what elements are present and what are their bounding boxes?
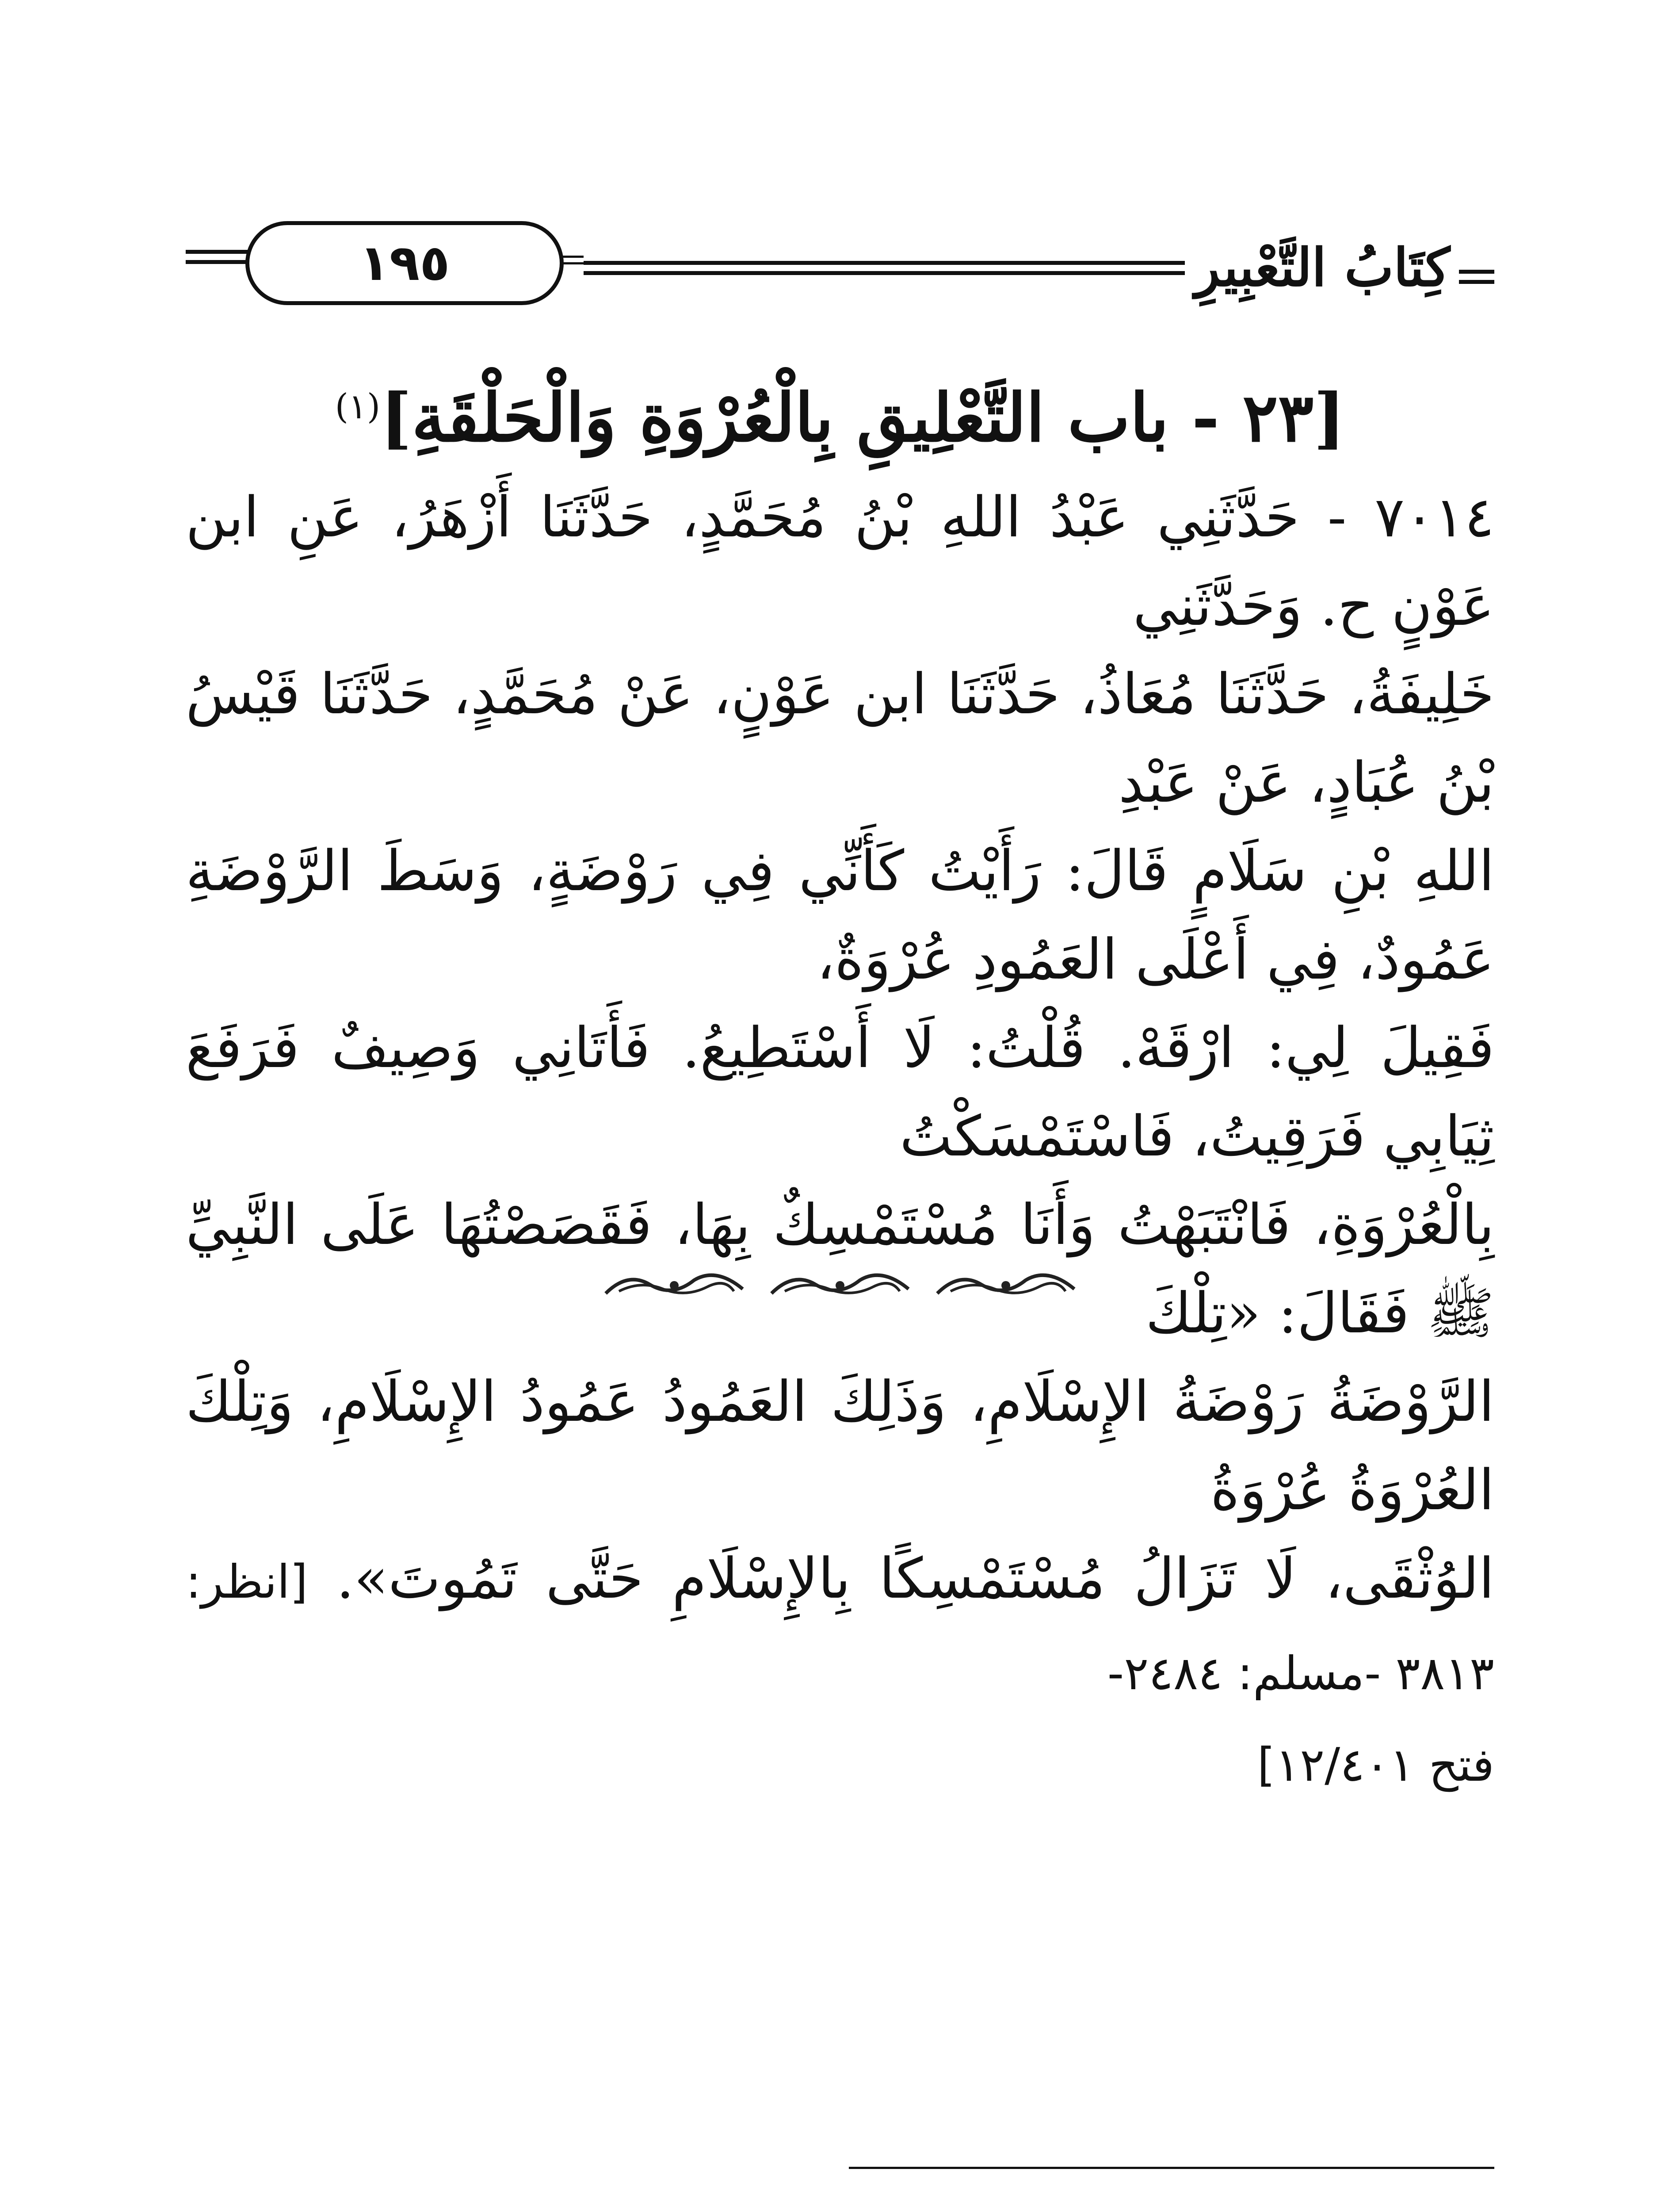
hadith-line-with-citation bbox=[186, 1534, 1494, 1718]
hadith-line: اللهِ بْنِ سَلَامٍ قَالَ: رَأَيْتُ كَأَنِّي فِي رَوْضَةٍ، وَسَطَ الرَّوْضَةِ عَمُودٌ، فِي أَعْلَى العَمُودِ عُرْوَةٌ، bbox=[186, 838, 1494, 992]
cross-reference: فتح ١٢/٤٠١] bbox=[1257, 1738, 1494, 1792]
hadith-line: بِالْعُرْوَةِ، فَانْتَبَهْتُ وَأَنَا مُسْتَمْسِكٌ بِهَا، فَقَصَصْتُهَا عَلَى النَّبِيِّ ﷺ فَقَالَ: «تِلْكَ bbox=[186, 1192, 1494, 1346]
ornament-icon bbox=[933, 1267, 1079, 1302]
header-rule-right bbox=[1459, 270, 1494, 284]
page-number: ١٩٥ bbox=[359, 234, 450, 292]
ornament-icon bbox=[601, 1267, 747, 1302]
footnote-separator bbox=[849, 2167, 1494, 2169]
cross-reference: [انظر: ٣٨١٣ -مسلم: ٢٤٨٤- bbox=[186, 1555, 1494, 1700]
running-header bbox=[186, 212, 1494, 314]
header-rule-middle bbox=[584, 261, 1185, 275]
footnote-reference: (١) bbox=[335, 387, 381, 427]
ornament-icon bbox=[767, 1267, 913, 1302]
page-number-badge bbox=[245, 221, 564, 305]
hadith-text bbox=[186, 473, 1494, 1809]
chapter-heading bbox=[186, 354, 1494, 471]
section-divider-ornament bbox=[601, 1265, 1079, 1304]
book-title: كِتَابُ التَّعْبِيرِ bbox=[1195, 237, 1450, 298]
hadith-line: الوُثْقَى، لَا تَزَالُ مُسْتَمْسِكًا بِالإِسْلَامِ حَتَّى تَمُوتَ». bbox=[336, 1546, 1494, 1611]
hadith-line: ٧٠١٤ - حَدَّثَنِي عَبْدُ اللهِ بْنُ مُحَمَّدٍ، حَدَّثَنَا أَزْهَرُ، عَنِ ابن عَوْنٍ ح. وَحَدَّثَنِي bbox=[186, 485, 1494, 638]
hadith-line: خَلِيفَةُ، حَدَّثَنَا مُعَاذُ، حَدَّثَنَا ابن عَوْنٍ، عَنْ مُحَمَّدٍ، حَدَّثَنَا قَيْسُ بْنُ عُبَادٍ، عَنْ عَبْدِ bbox=[186, 662, 1494, 815]
cross-reference-continued bbox=[186, 1718, 1494, 1809]
hadith-line: الرَّوْضَةُ رَوْضَةُ الإِسْلَامِ، وَذَلِكَ العَمُودُ عَمُودُ الإِسْلَامِ، وَتِلْكَ العُرْوَةُ عُرْوَةُ bbox=[186, 1369, 1494, 1522]
chapter-heading-text: [٢٣ - باب التَّعْلِيقِ بِالْعُرْوَةِ وَالْحَلْقَةِ] bbox=[380, 379, 1345, 457]
hadith-line: فَقِيلَ لِي: ارْقَهْ. قُلْتُ: لَا أَسْتَطِيعُ. فَأَتَانِي وَصِيفٌ فَرَفَعَ ثِيَابِي فَرَقِيتُ، فَاسْتَمْسَكْتُ bbox=[186, 1015, 1494, 1169]
